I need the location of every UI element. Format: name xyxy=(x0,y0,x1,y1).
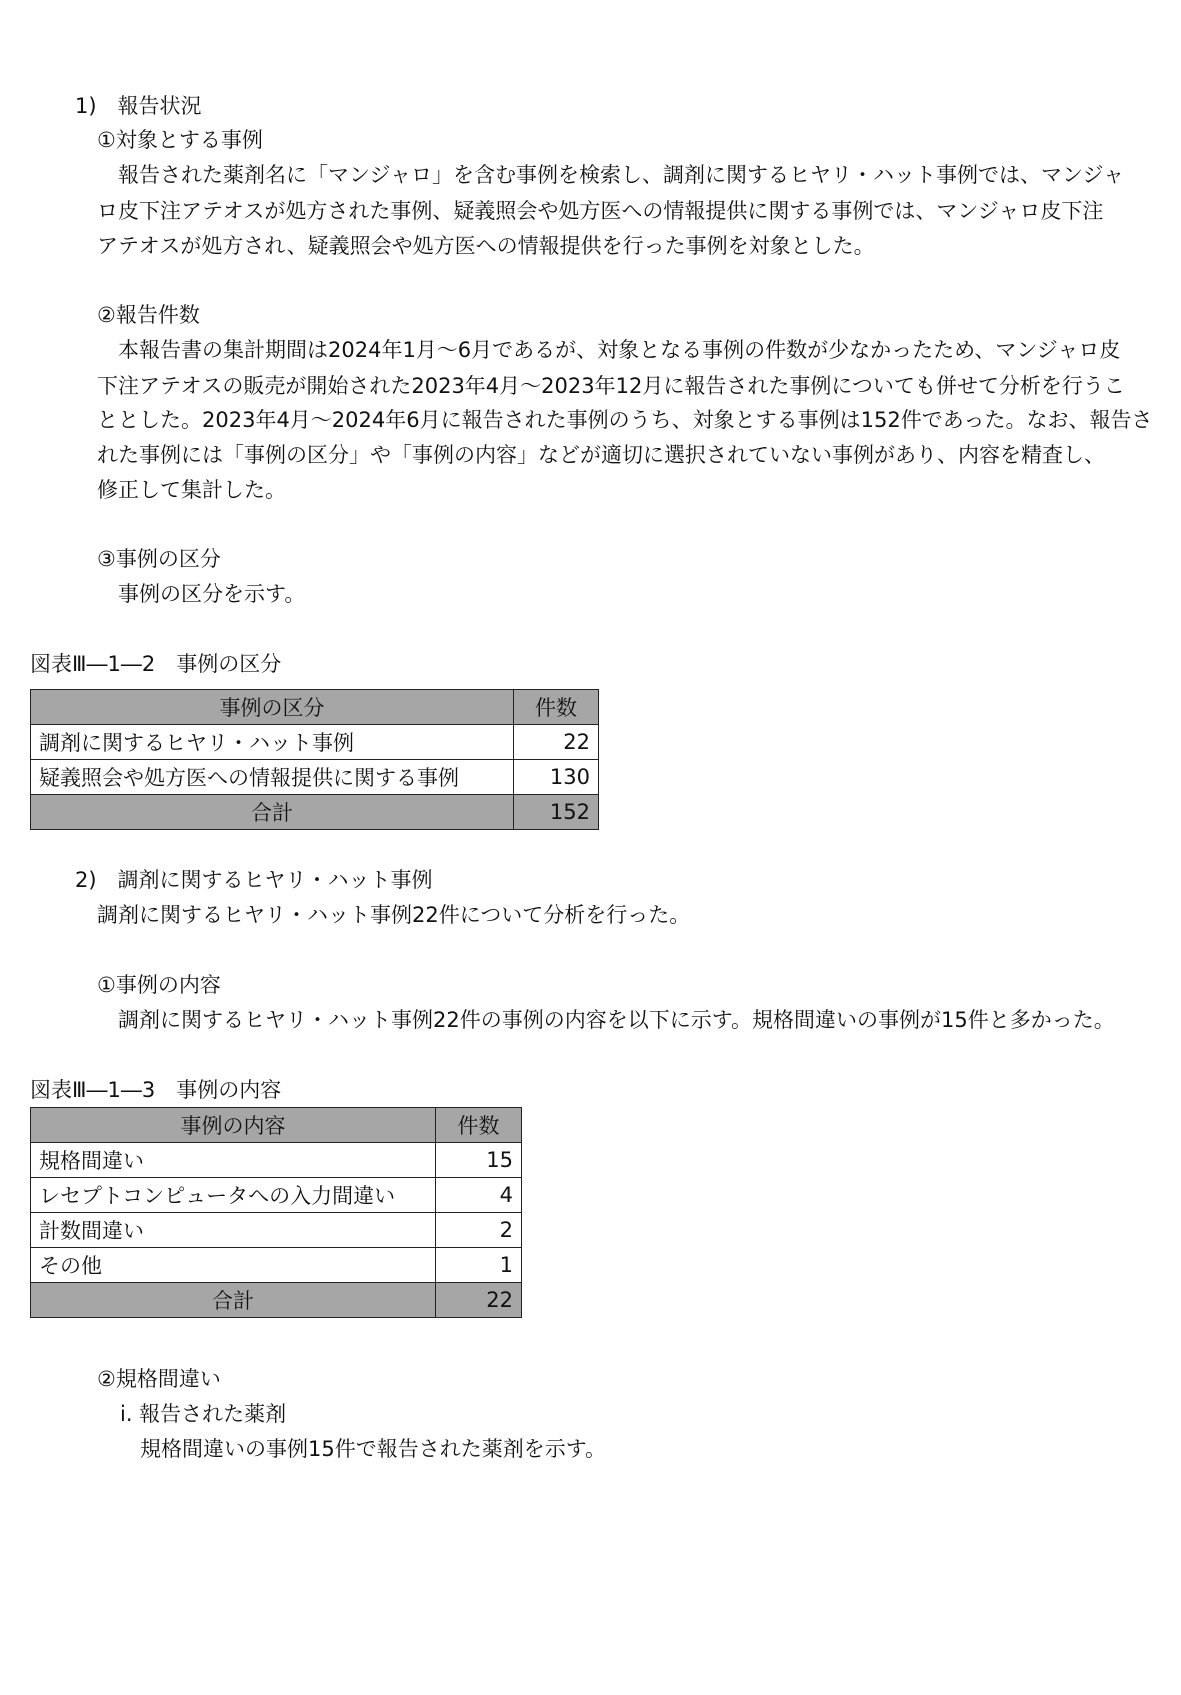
section-1-heading: 1) 報告状況 xyxy=(75,94,202,118)
total-label: 合計 xyxy=(31,795,514,830)
table-total-row xyxy=(31,1283,522,1318)
row-count: 130 xyxy=(514,760,599,795)
paragraph-line: 事例の区分を示す。 xyxy=(118,582,306,606)
section-2-heading: 2) 調剤に関するヒヤリ・ハット事例 xyxy=(75,868,433,892)
paragraph-line: 下注アテオスの販売が開始された2023年4月～2023年12月に報告された事例についても併せて分析を行うこ xyxy=(97,374,1125,398)
table-row xyxy=(31,725,599,760)
category-table xyxy=(30,689,599,830)
paragraph-line: ととした。2023年4月～2024年6月に報告された事例のうち、対象とする事例は152件であった。なお、報告さ xyxy=(97,408,1153,432)
row-count: 15 xyxy=(436,1143,522,1178)
table-row xyxy=(31,1143,522,1178)
row-label: 疑義照会や処方医への情報提供に関する事例 xyxy=(31,760,514,795)
paragraph-line: 本報告書の集計期間は2024年1月～6月であるが、対象となる事例の件数が少なかったため、マンジャロ皮 xyxy=(118,338,1121,362)
table-row xyxy=(31,1213,522,1248)
table-header-row xyxy=(31,1108,522,1143)
content-table xyxy=(30,1107,522,1318)
paragraph-line: アテオスが処方され、疑義照会や処方医への情報提供を行った事例を対象とした。 xyxy=(97,234,875,258)
column-header: 件数 xyxy=(436,1108,522,1143)
total-count: 22 xyxy=(436,1283,522,1318)
list-item-heading: i. 報告された薬剤 xyxy=(120,1402,287,1426)
paragraph-line: 修正して集計した。 xyxy=(97,478,286,502)
subsection-target-heading: ①対象とする事例 xyxy=(97,128,263,152)
table-row xyxy=(31,760,599,795)
paragraph-line: れた事例には「事例の区分」や「事例の内容」などが適切に選択されていない事例があり、内容を精査し、 xyxy=(97,443,1105,467)
total-label: 合計 xyxy=(31,1283,436,1318)
paragraph-line: 規格間違いの事例15件で報告された薬剤を示す。 xyxy=(140,1437,607,1461)
paragraph-line: 調剤に関するヒヤリ・ハット事例22件の事例の内容を以下に示す。規格間違いの事例が15件と多かった。 xyxy=(118,1008,1115,1032)
row-count: 4 xyxy=(436,1178,522,1213)
subsection-category-heading: ③事例の区分 xyxy=(97,547,221,571)
table-row xyxy=(31,1248,522,1283)
column-header: 件数 xyxy=(514,690,599,725)
table-caption: 図表Ⅲ―1―2 事例の区分 xyxy=(30,652,282,676)
table-total-row xyxy=(31,795,599,830)
table-caption: 図表Ⅲ―1―3 事例の内容 xyxy=(30,1078,282,1102)
row-label: 計数間違い xyxy=(31,1213,436,1248)
row-count: 1 xyxy=(436,1248,522,1283)
table-row xyxy=(31,1178,522,1213)
row-label: その他 xyxy=(31,1248,436,1283)
column-header: 事例の内容 xyxy=(31,1108,436,1143)
subsection-spec-error-heading: ②規格間違い xyxy=(97,1367,221,1391)
paragraph-line: 報告された薬剤名に「マンジャロ」を含む事例を検索し、調剤に関するヒヤリ・ハット事例では、マンジャ xyxy=(118,163,1125,187)
row-count: 2 xyxy=(436,1213,522,1248)
table-header-row xyxy=(31,690,599,725)
row-label: 調剤に関するヒヤリ・ハット事例 xyxy=(31,725,514,760)
column-header: 事例の区分 xyxy=(31,690,514,725)
row-count: 22 xyxy=(514,725,599,760)
subsection-content-heading: ①事例の内容 xyxy=(97,973,221,997)
row-label: 規格間違い xyxy=(31,1143,436,1178)
paragraph-line: ロ皮下注アテオスが処方された事例、疑義照会や処方医への情報提供に関する事例では、マンジャロ皮下注 xyxy=(97,199,1104,223)
subsection-count-heading: ②報告件数 xyxy=(97,303,200,327)
row-label: レセプトコンピュータへの入力間違い xyxy=(31,1178,436,1213)
paragraph-line: 調剤に関するヒヤリ・ハット事例22件について分析を行った。 xyxy=(97,903,691,927)
total-count: 152 xyxy=(514,795,599,830)
